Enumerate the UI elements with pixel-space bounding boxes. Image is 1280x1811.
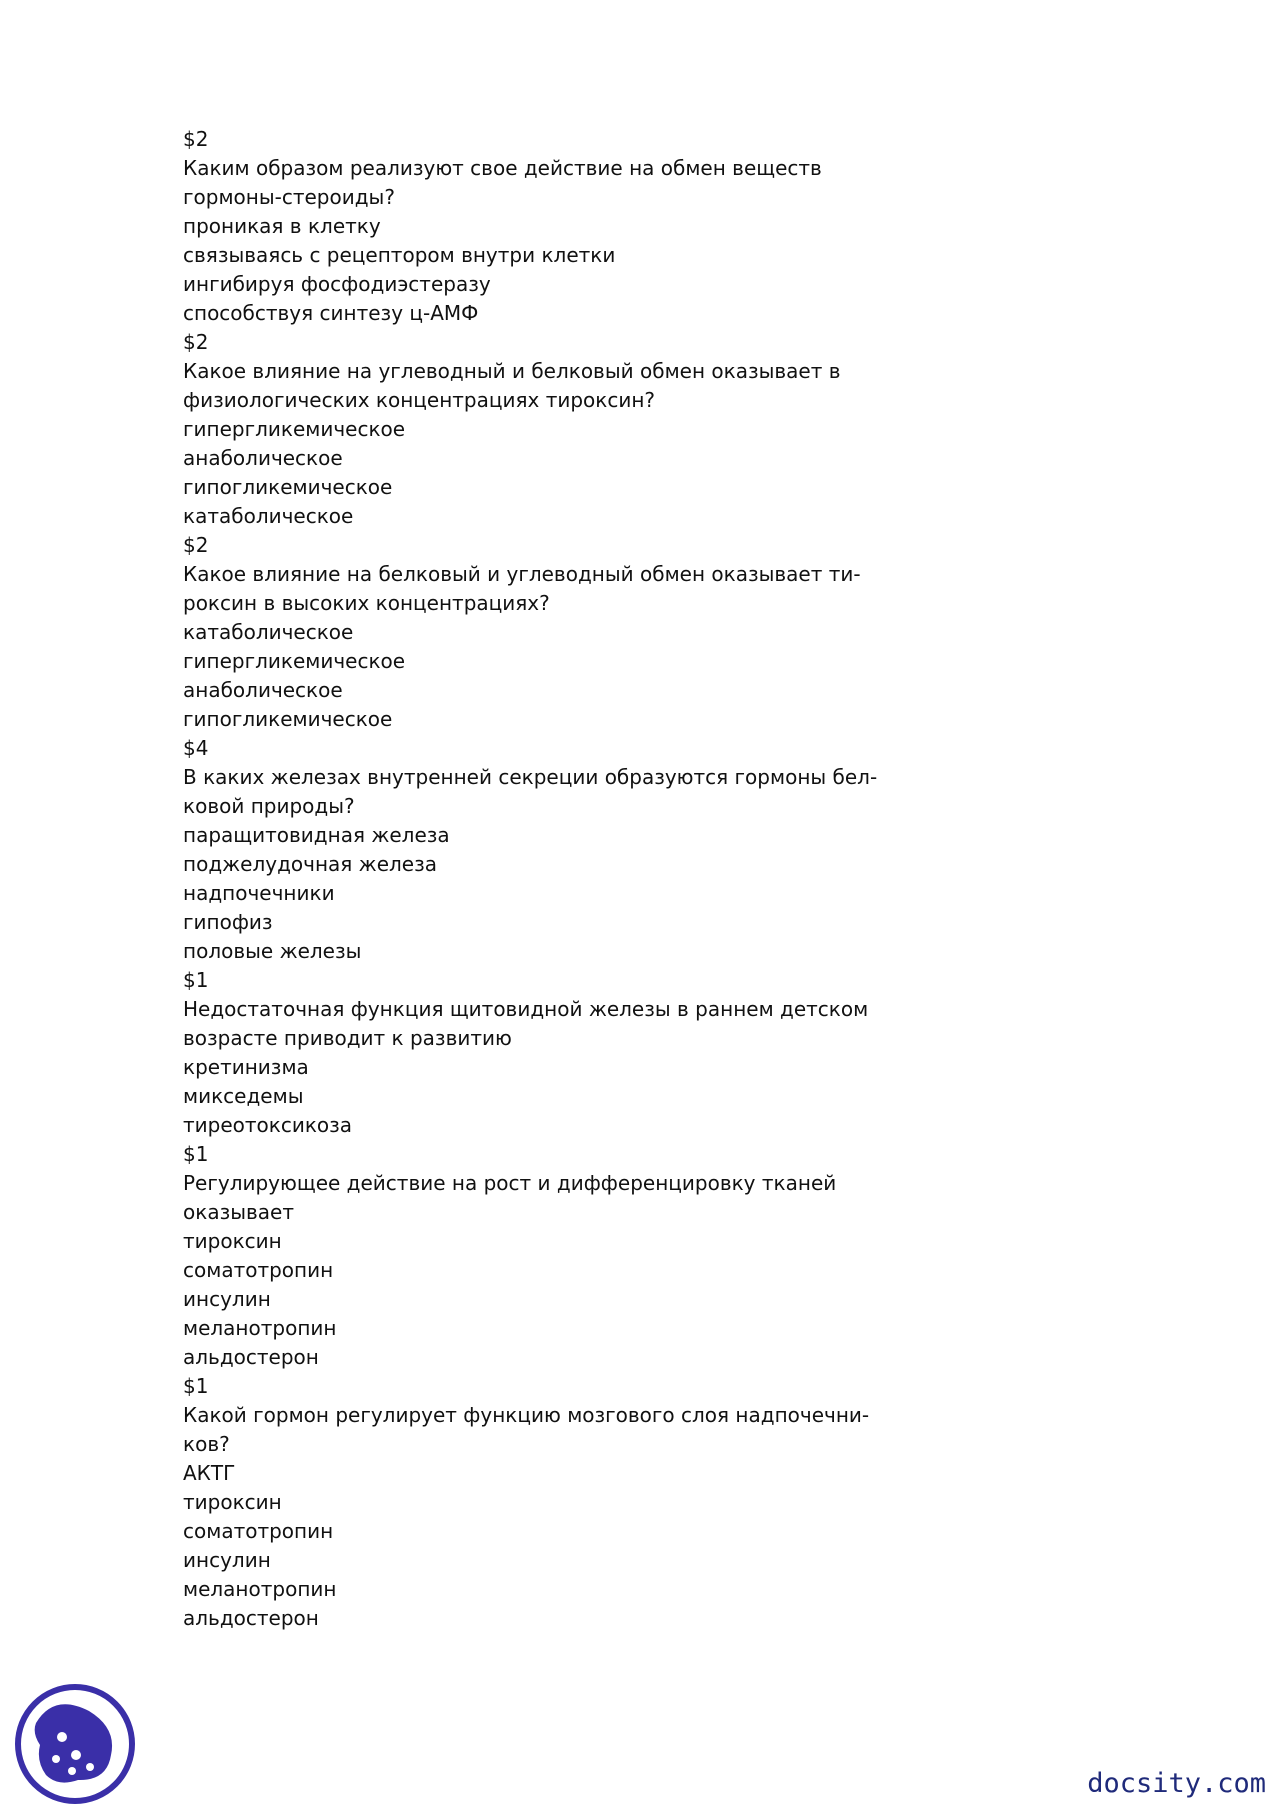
answer-option: альдостерон: [183, 1345, 319, 1369]
answer-option: меланотропин: [183, 1316, 337, 1340]
document-body: [183, 125, 883, 1633]
answer-option: способствуя синтезу ц-АМФ: [183, 301, 479, 325]
question-text-line: В каких железах внутренней секреции образуются гормоны бел-: [183, 765, 878, 789]
question-text-line: Каким образом реализуют свое действие на обмен веществ: [183, 156, 822, 180]
answer-option: гипогликемическое: [183, 475, 393, 499]
answer-option: анаболическое: [183, 446, 343, 470]
answer-option: тироксин: [183, 1490, 282, 1514]
answer-option: половые железы: [183, 939, 362, 963]
answer-option: инсулин: [183, 1287, 271, 1311]
question-points: $1: [183, 1374, 209, 1398]
answer-option: проникая в клетку: [183, 214, 381, 238]
question-block: [183, 125, 883, 328]
question-points: $4: [183, 736, 209, 760]
docsity-brand-text[interactable]: docsity.com: [1087, 1768, 1266, 1799]
answer-option: инсулин: [183, 1548, 271, 1572]
question-text-line: Какое влияние на белковый и углеводный обмен оказывает ти-: [183, 562, 861, 586]
question-points: $2: [183, 330, 209, 354]
question-text-line: гормоны-стероиды?: [183, 185, 395, 209]
question-block: [183, 1140, 883, 1372]
question-text-line: Регулирующее действие на рост и дифференцировку тканей: [183, 1171, 837, 1195]
question-points: $1: [183, 1142, 209, 1166]
question-text-line: возрасте приводит к развитию: [183, 1026, 512, 1050]
question-text-line: физиологических концентрациях тироксин?: [183, 388, 656, 412]
answer-option: АКТГ: [183, 1461, 236, 1485]
answer-option: катаболическое: [183, 620, 354, 644]
answer-option: альдостерон: [183, 1606, 319, 1630]
question-block: [183, 1372, 883, 1633]
question-points: $1: [183, 968, 209, 992]
answer-option: гипергликемическое: [183, 417, 406, 441]
answer-option: соматотропин: [183, 1519, 334, 1543]
question-text-line: роксин в высоких концентрациях?: [183, 591, 550, 615]
answer-option: гипогликемическое: [183, 707, 393, 731]
question-text-line: ков?: [183, 1432, 230, 1456]
answer-option: ингибируя фосфодиэстеразу: [183, 272, 491, 296]
answer-option: связываясь с рецептором внутри клетки: [183, 243, 616, 267]
question-points: $2: [183, 127, 209, 151]
question-points: $2: [183, 533, 209, 557]
answer-option: тироксин: [183, 1229, 282, 1253]
docsity-logo-icon: [14, 1683, 136, 1805]
question-text-line: Недостаточная функция щитовидной железы в раннем детском: [183, 997, 869, 1021]
answer-option: гипергликемическое: [183, 649, 406, 673]
question-text-line: Какой гормон регулирует функцию мозгового слоя надпочечни-: [183, 1403, 870, 1427]
answer-option: тиреотоксикоза: [183, 1113, 353, 1137]
answer-option: надпочечники: [183, 881, 335, 905]
question-text-line: ковой природы?: [183, 794, 355, 818]
answer-option: паращитовидная железа: [183, 823, 450, 847]
answer-option: соматотропин: [183, 1258, 334, 1282]
question-block: [183, 328, 883, 531]
question-block: [183, 966, 883, 1140]
answer-option: анаболическое: [183, 678, 343, 702]
answer-option: поджелудочная железа: [183, 852, 437, 876]
question-text-line: Какое влияние на углеводный и белковый обмен оказывает в: [183, 359, 841, 383]
answer-option: гипофиз: [183, 910, 273, 934]
answer-option: микседемы: [183, 1084, 304, 1108]
question-block: [183, 531, 883, 734]
question-block: [183, 734, 883, 966]
question-text-line: оказывает: [183, 1200, 294, 1224]
answer-option: меланотропин: [183, 1577, 337, 1601]
answer-option: катаболическое: [183, 504, 354, 528]
answer-option: кретинизма: [183, 1055, 309, 1079]
